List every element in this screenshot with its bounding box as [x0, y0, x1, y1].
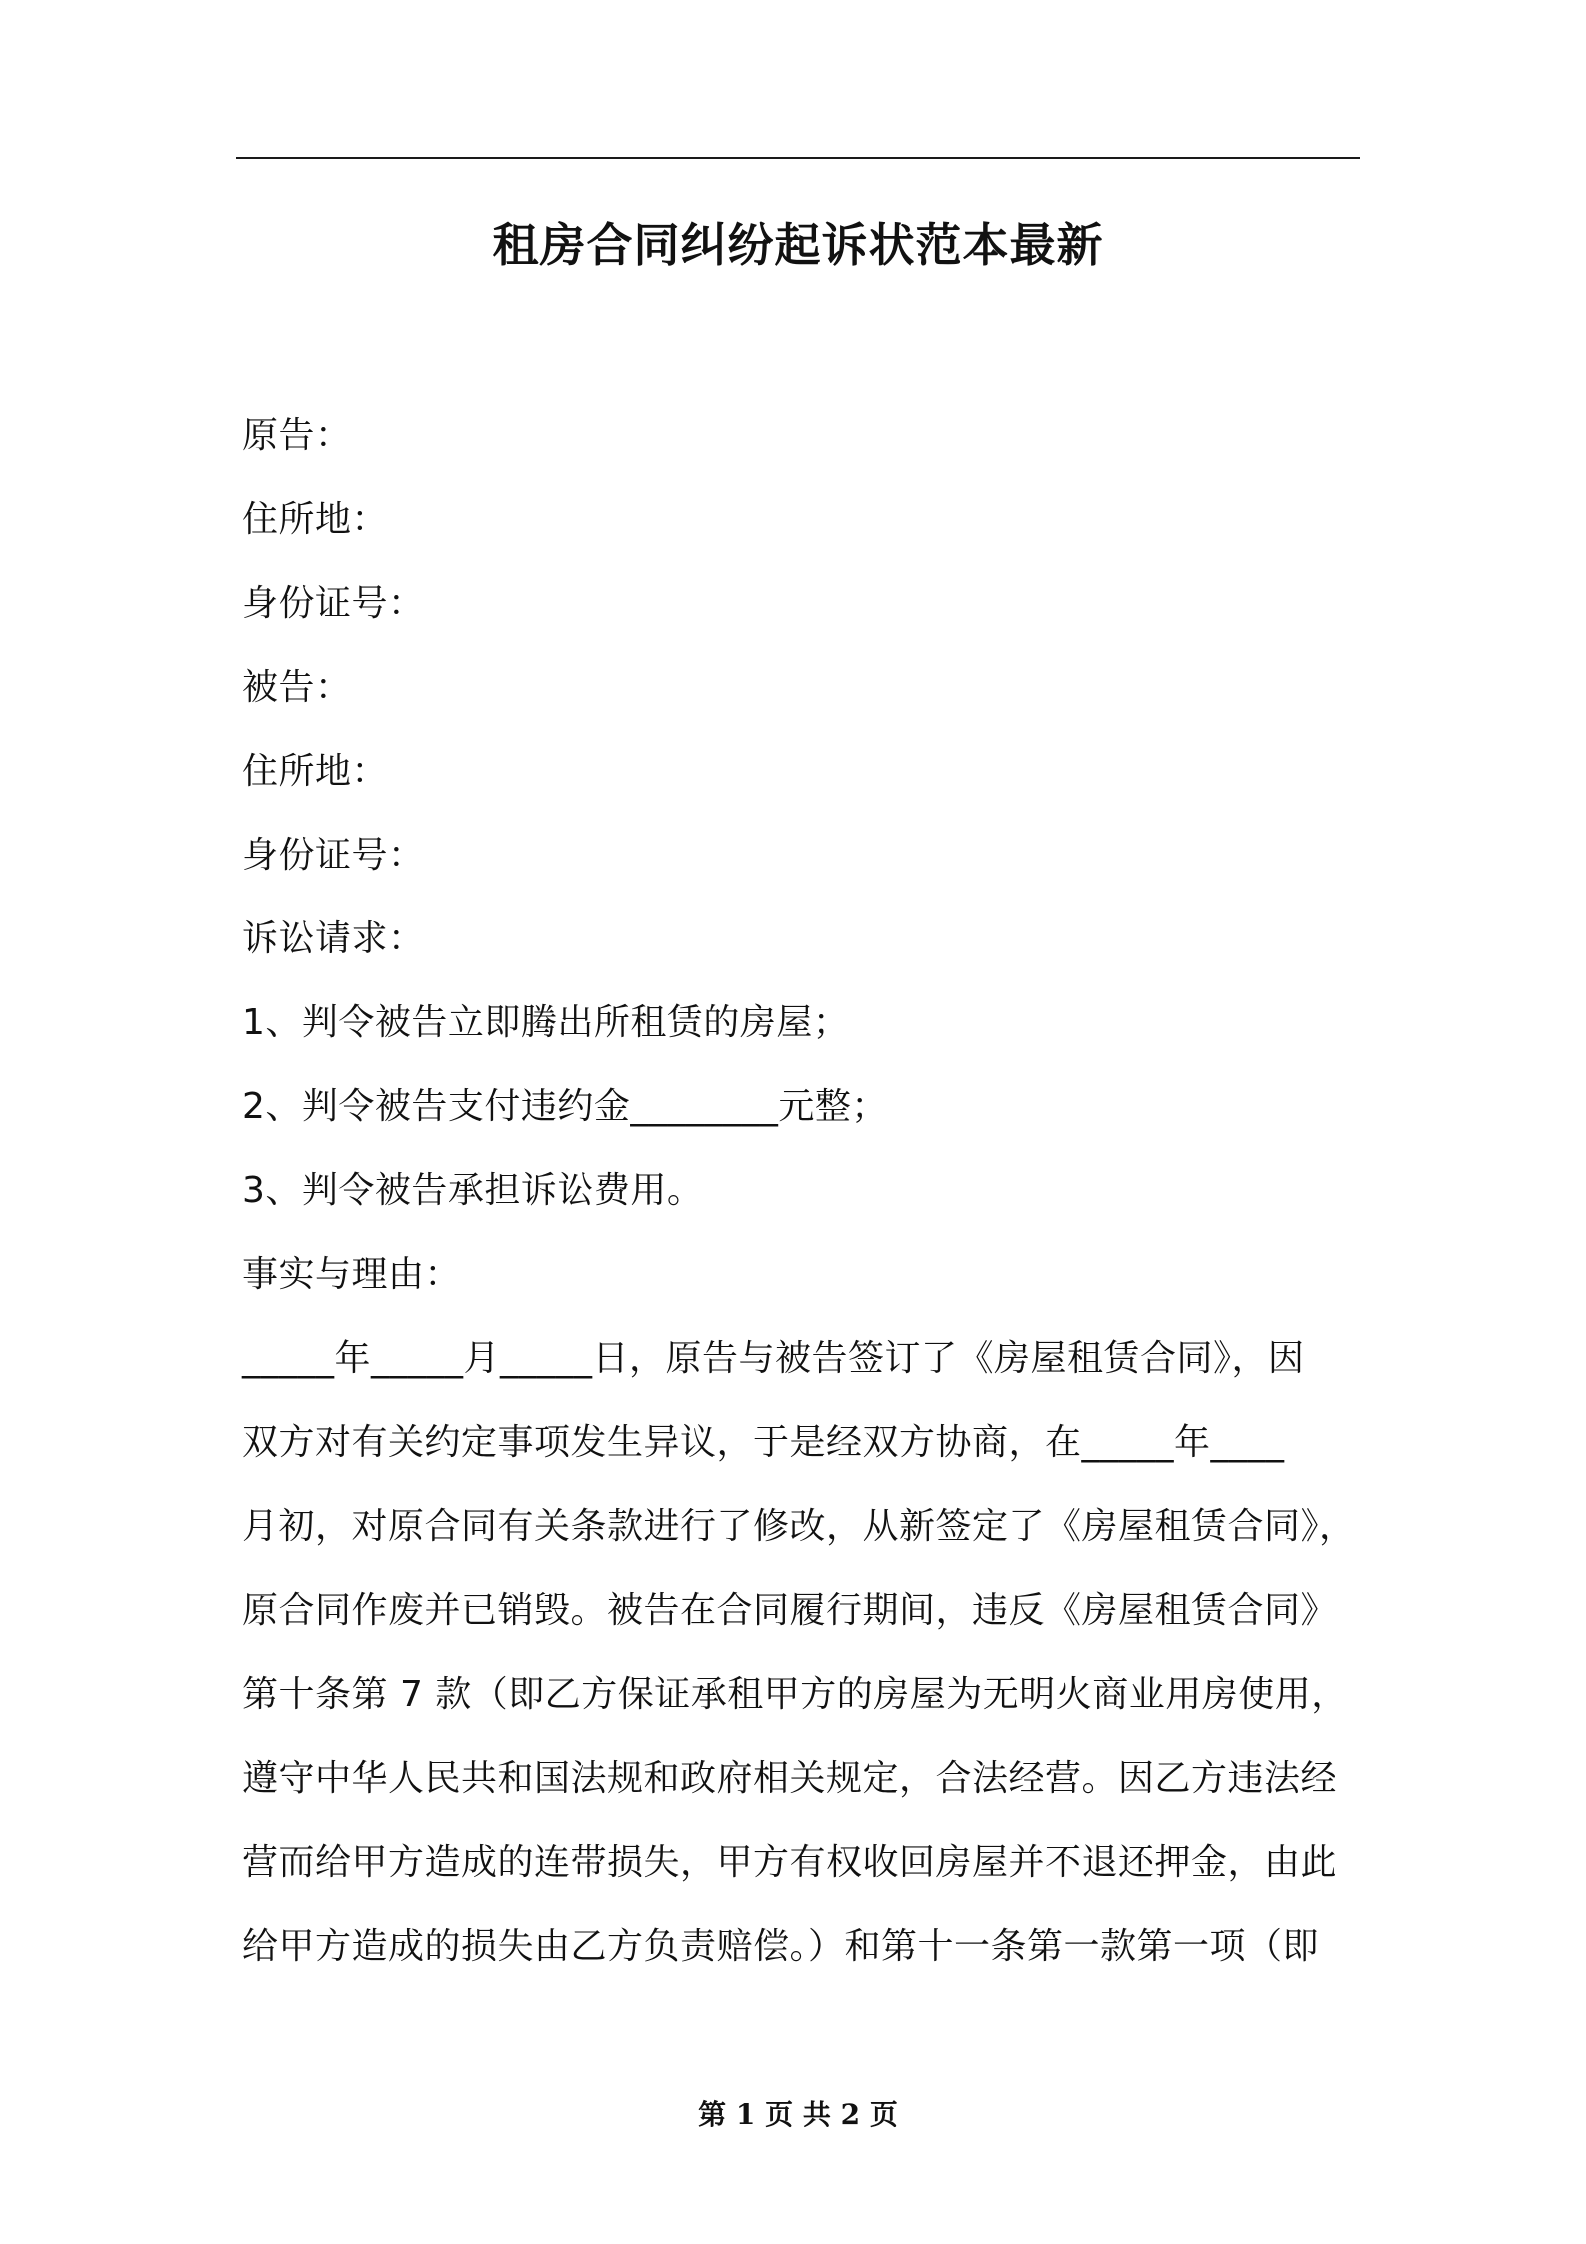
body-line: 双方对有关约定事项发生异议，于是经双方协商，在_____年____: [242, 1422, 1285, 1463]
header-rule: [236, 157, 1360, 159]
claim-item: 3、判令被告承担诉讼费用。: [242, 1170, 704, 1211]
claim-item: 2、判令被告支付违约金________元整；: [242, 1086, 888, 1127]
claims-heading: 诉讼请求：: [242, 918, 425, 959]
field-plaintiff-id: 身份证号：: [242, 583, 425, 624]
document-title: 租房合同纠纷起诉状范本最新: [492, 218, 1104, 272]
body-line: 第十条第 7 款（即乙方保证承租甲方的房屋为无明火商业用房使用，: [242, 1674, 1348, 1715]
body-line: 月初，对原合同有关条款进行了修改，从新签定了《房屋租赁合同》，: [242, 1506, 1356, 1547]
claim-item: 1、判令被告立即腾出所租赁的房屋；: [242, 1002, 850, 1043]
body-line: 原合同作废并已销毁。被告在合同履行期间，违反《房屋租赁合同》: [242, 1590, 1338, 1631]
field-defendant-id: 身份证号：: [242, 835, 425, 876]
facts-heading: 事实与理由：: [242, 1254, 462, 1295]
body-line: _____年_____月_____日，原告与被告签订了《房屋租赁合同》，因: [242, 1338, 1305, 1379]
field-defendant-address: 住所地：: [242, 751, 389, 792]
body-line: 遵守中华人民共和国法规和政府相关规定，合法经营。因乙方违法经: [242, 1758, 1338, 1799]
field-plaintiff: 原告：: [242, 415, 352, 456]
field-plaintiff-address: 住所地：: [242, 499, 389, 540]
page-number: 第 1 页 共 2 页: [698, 2098, 898, 2131]
field-defendant: 被告：: [242, 667, 352, 708]
body-line: 给甲方造成的损失由乙方负责赔偿。）和第十一条第一款第一项（即: [242, 1926, 1320, 1967]
body-line: 营而给甲方造成的连带损失，甲方有权收回房屋并不退还押金，由此: [242, 1842, 1338, 1883]
